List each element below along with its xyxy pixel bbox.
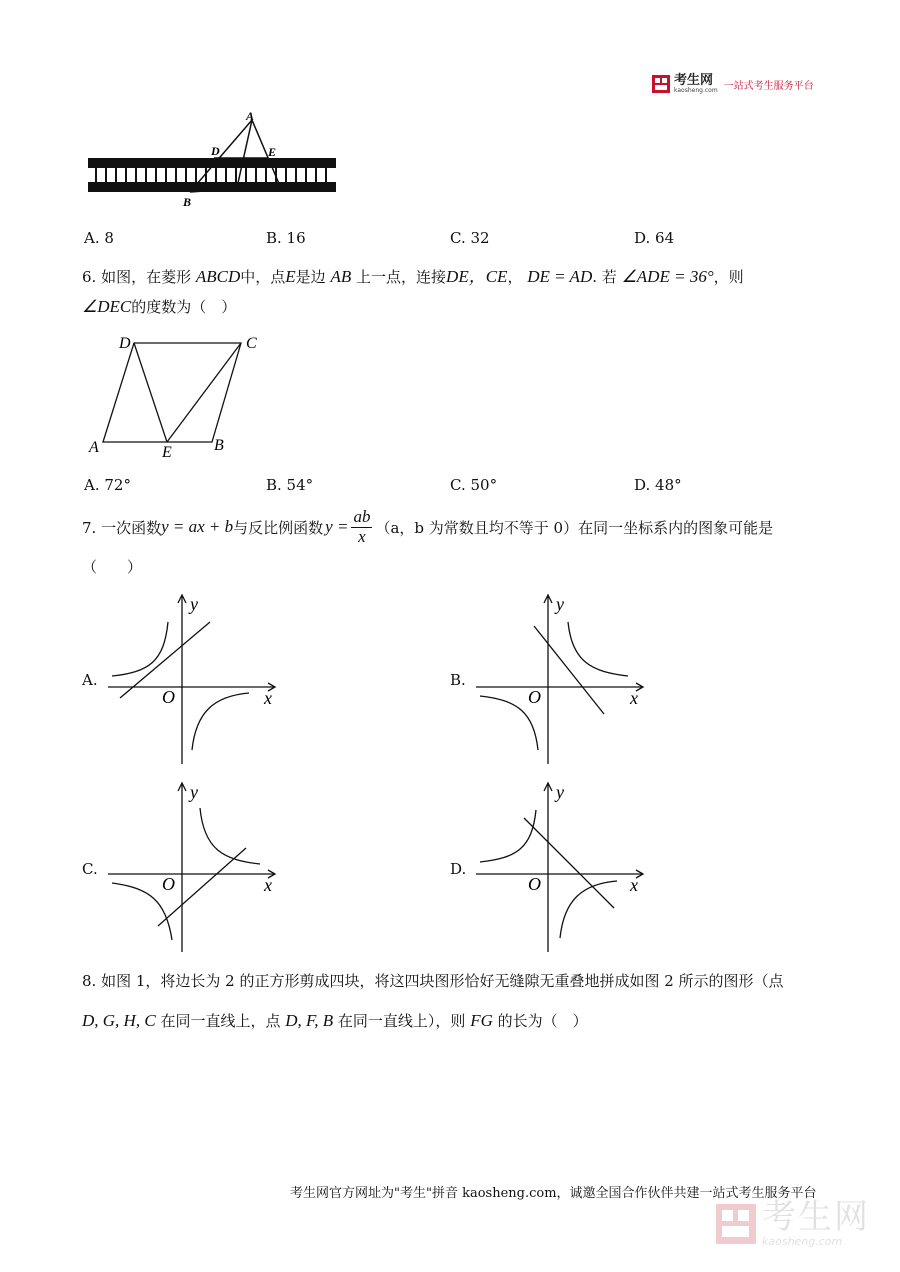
q7-graph-a bbox=[104, 592, 284, 768]
svg-text:x: x bbox=[264, 688, 272, 708]
q6-stem-line2: ∠DEC的度数为（ ） bbox=[82, 297, 237, 316]
q5-figure bbox=[86, 106, 346, 212]
q6-rhombus-figure bbox=[86, 330, 266, 460]
q6-option-c[interactable]: C. 50° bbox=[450, 476, 498, 494]
q7-graph-c-label[interactable]: C. bbox=[82, 860, 98, 878]
svg-text:y: y bbox=[556, 782, 564, 802]
q5-option-a[interactable]: A. 8 bbox=[84, 229, 114, 247]
svg-text:O: O bbox=[162, 687, 175, 707]
q6-label-A: A bbox=[89, 439, 99, 456]
footer-text: 考生网官方网址为"考生"拼音 kaosheng.com，诚邀全国合作伙伴共建一站式考生服务平台 bbox=[290, 1186, 817, 1201]
svg-text:x: x bbox=[630, 875, 638, 895]
q6-option-b[interactable]: B. 54° bbox=[266, 476, 314, 494]
logo-domain: kaosheng.com bbox=[674, 87, 718, 94]
svg-text:O: O bbox=[528, 874, 541, 894]
kaosheng-logo-icon bbox=[652, 75, 670, 93]
q6-label-C: C bbox=[246, 335, 257, 352]
svg-text:y: y bbox=[556, 594, 564, 614]
watermark-name: 考生网 bbox=[762, 1197, 870, 1237]
q7-graph-d bbox=[472, 780, 652, 956]
q5-label-D: D bbox=[211, 144, 220, 158]
q5-label-B: B bbox=[183, 195, 192, 209]
q5-option-d[interactable]: D. 64 bbox=[634, 229, 675, 247]
q5-option-b[interactable]: B. 16 bbox=[266, 229, 306, 247]
q8-stem-line2: D, G, H, C 在同一直线上，点 D, F, B 在同一直线上），则 FG 的长为（ ） bbox=[82, 1011, 588, 1030]
q7-stem-line2: （ ） bbox=[82, 558, 143, 576]
logo-name: 考生网 bbox=[674, 73, 714, 88]
q7-graph-d-label[interactable]: D. bbox=[450, 860, 467, 878]
q6-option-a[interactable]: A. 72° bbox=[84, 476, 131, 494]
watermark-logo-icon bbox=[716, 1204, 756, 1244]
q6-label-D: D bbox=[119, 335, 131, 352]
q6-rhombus bbox=[103, 343, 241, 442]
svg-text:y: y bbox=[190, 594, 198, 614]
q7-graph-b-label[interactable]: B. bbox=[450, 671, 466, 689]
q6-option-d[interactable]: D. 48° bbox=[634, 476, 682, 494]
q5-option-c[interactable]: C. 32 bbox=[450, 229, 490, 247]
svg-text:x: x bbox=[264, 875, 272, 895]
q7-graph-c bbox=[104, 780, 284, 956]
logo-slogan: 一站式考生服务平台 bbox=[723, 80, 814, 92]
svg-text:x: x bbox=[630, 688, 638, 708]
header-logo bbox=[652, 74, 814, 94]
q8-stem-line1: 8. 如图 1，将边长为 2 的正方形剪成四块，将这四块图形恰好无缝隙无重叠地拼成如图 2 所示的图形（点 bbox=[82, 972, 784, 990]
svg-text:O: O bbox=[162, 874, 175, 894]
q5-label-A: A bbox=[246, 109, 255, 123]
q7-graph-b bbox=[472, 592, 652, 768]
q6-label-B: B bbox=[214, 437, 224, 454]
q6-segment-de bbox=[134, 343, 167, 442]
q7-graph-a-label[interactable]: A. bbox=[82, 671, 98, 689]
q7-stem-line1: 7. 一次函数 y = ax + b 与反比例函数 y = $\frac{ab}{x}$ （a，b 为常数且均不等于 0）在同一坐标系内的图象可能是 bbox=[82, 507, 774, 546]
q5-label-E: E bbox=[268, 145, 277, 159]
svg-text:y: y bbox=[190, 782, 198, 802]
svg-text:O: O bbox=[528, 687, 541, 707]
watermark-domain: kaosheng.com bbox=[762, 1235, 843, 1248]
q6-segment-ce bbox=[167, 343, 241, 442]
q6-stem-line1: 6. 如图，在菱形 ABCD中，点E是边 AB 上一点，连接DE，CE， DE = AD. 若 ∠ADE = 36°，则 bbox=[82, 267, 744, 286]
q7-fraction: $\frac{ab}{x}$ bbox=[353, 507, 371, 546]
q6-label-E: E bbox=[162, 444, 172, 460]
watermark bbox=[716, 1197, 870, 1248]
